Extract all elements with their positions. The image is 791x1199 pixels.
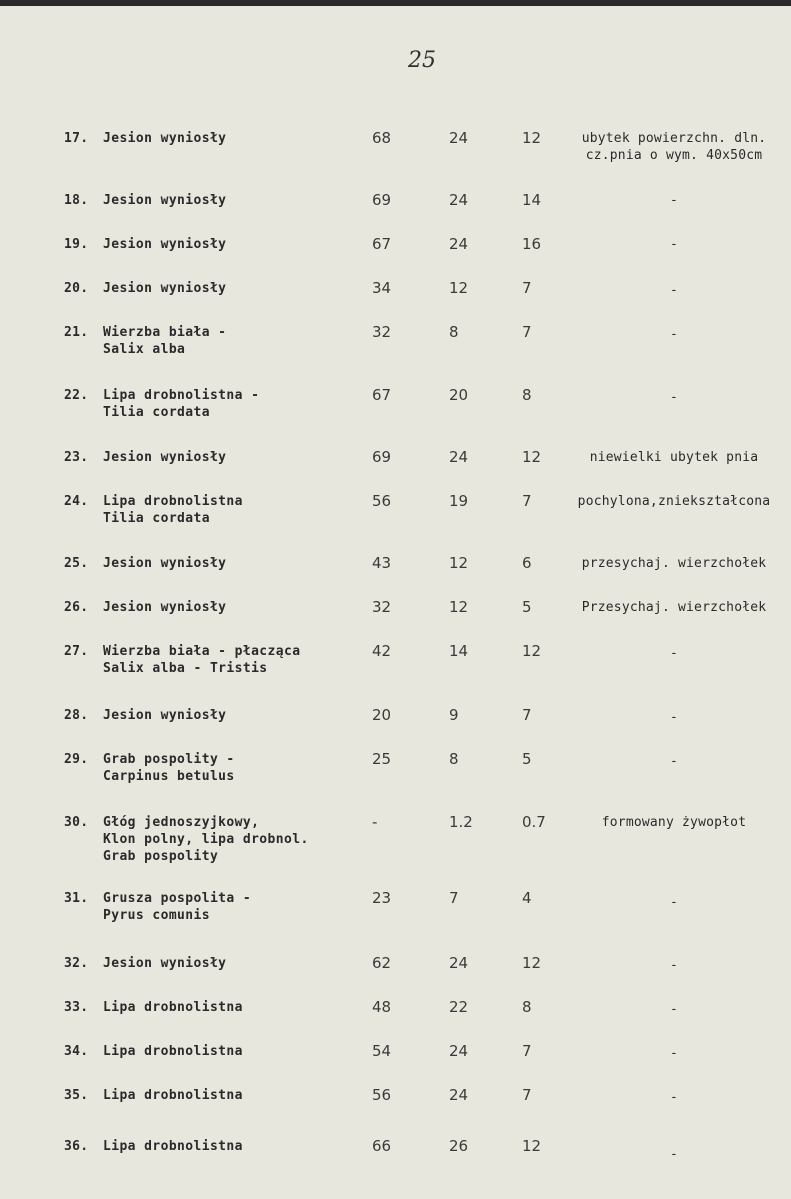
value-column-2: 24: [449, 1042, 469, 1060]
value-column-1: 69: [372, 191, 392, 209]
value-column-2: 24: [449, 235, 469, 253]
value-column-1: 34: [372, 279, 392, 297]
row-number: 26.: [64, 600, 89, 615]
table-row: [0, 643, 791, 703]
species-name-line: Jesion wyniosły: [103, 450, 227, 465]
value-column-3: 5: [522, 750, 532, 768]
value-column-2: 7: [449, 889, 459, 907]
remarks-line: -: [669, 237, 679, 252]
value-column-2: 24: [449, 191, 469, 209]
value-column-1: 56: [372, 1086, 392, 1104]
value-column-3: 8: [522, 386, 532, 404]
remarks-line: pochylona,zniekształcona: [577, 494, 771, 509]
species-name: [103, 130, 353, 147]
value-column-3: 6: [522, 554, 532, 572]
value-column-1: 56: [372, 492, 392, 510]
value-column-2: 8: [449, 323, 459, 341]
species-name-line: Głóg jednoszyjkowy,: [103, 815, 260, 830]
remarks: [560, 709, 788, 726]
remarks-line: -: [669, 390, 679, 405]
remarks: [560, 645, 788, 662]
remarks-line: -: [669, 1002, 679, 1017]
row-number: 19.: [64, 237, 89, 252]
value-column-2: 8: [449, 750, 459, 768]
remarks: [560, 753, 788, 770]
value-column-1: 32: [372, 323, 392, 341]
species-name: [103, 751, 353, 785]
species-name-line: Wierzba biała - płacząca: [103, 644, 301, 659]
species-name-line: Jesion wyniosły: [103, 131, 227, 146]
value-column-3: 0.7: [522, 813, 546, 831]
row-number: 35.: [64, 1088, 89, 1103]
value-column-1: 20: [372, 706, 392, 724]
species-name-line: Wierzba biała -: [103, 325, 227, 340]
table-row: [0, 130, 791, 190]
species-name-line: Jesion wyniosły: [103, 556, 227, 571]
remarks-line: -: [669, 895, 679, 910]
species-name-line: Lipa drobnolistna: [103, 1000, 243, 1015]
value-column-3: 12: [522, 129, 542, 147]
species-name-line: Tilia cordata: [103, 405, 210, 420]
species-name-line: Grusza pospolita -: [103, 891, 252, 906]
value-column-1: 23: [372, 889, 392, 907]
remarks: [560, 493, 788, 510]
species-name-line: Jesion wyniosły: [103, 600, 227, 615]
row-number: 21.: [64, 325, 89, 340]
table-row: [0, 324, 791, 384]
value-column-3: 12: [522, 642, 542, 660]
remarks-line: -: [669, 1090, 679, 1105]
value-column-2: 24: [449, 1086, 469, 1104]
species-name: [103, 1138, 353, 1155]
table-row: [0, 814, 791, 874]
species-name: [103, 1043, 353, 1060]
value-column-3: 7: [522, 1042, 532, 1060]
species-name: [103, 999, 353, 1016]
row-number: 29.: [64, 752, 89, 767]
value-column-1: 67: [372, 386, 392, 404]
value-column-2: 24: [449, 129, 469, 147]
species-name: [103, 324, 353, 358]
remarks: [560, 957, 788, 974]
species-name: [103, 236, 353, 253]
value-column-3: 16: [522, 235, 542, 253]
remarks-line: -: [669, 958, 679, 973]
remarks-line: -: [669, 1147, 679, 1162]
value-column-1: 62: [372, 954, 392, 972]
value-column-1: 42: [372, 642, 392, 660]
species-name-line: Grab pospolity: [103, 849, 219, 864]
value-column-2: 1.2: [449, 813, 473, 831]
remarks: [560, 555, 788, 572]
value-column-3: 7: [522, 492, 532, 510]
value-column-1: 66: [372, 1137, 392, 1155]
row-number: 24.: [64, 494, 89, 509]
remarks: [560, 326, 788, 343]
value-column-3: 12: [522, 1137, 542, 1155]
remarks: [560, 1146, 788, 1163]
table-row: [0, 493, 791, 553]
value-column-2: 14: [449, 642, 469, 660]
value-column-2: 22: [449, 998, 469, 1016]
species-name-line: Lipa drobnolistna: [103, 1044, 243, 1059]
species-name: [103, 890, 353, 924]
value-column-3: 8: [522, 998, 532, 1016]
species-name: [103, 814, 353, 865]
species-name: [103, 555, 353, 572]
remarks-line: -: [669, 1046, 679, 1061]
value-column-3: 12: [522, 448, 542, 466]
remarks-line: formowany żywopłot: [601, 815, 747, 830]
remarks: [560, 894, 788, 911]
row-number: 27.: [64, 644, 89, 659]
species-name: [103, 280, 353, 297]
value-column-2: 12: [449, 279, 469, 297]
value-column-3: 14: [522, 191, 542, 209]
species-name-line: Grab pospolity -: [103, 752, 235, 767]
row-number: 34.: [64, 1044, 89, 1059]
remarks-line: -: [669, 646, 679, 661]
table-row: [0, 1138, 791, 1198]
table-row: [0, 387, 791, 447]
value-column-2: 9: [449, 706, 459, 724]
value-column-3: 7: [522, 706, 532, 724]
table-row: [0, 751, 791, 811]
value-column-2: 19: [449, 492, 469, 510]
species-name: [103, 707, 353, 724]
remarks-line: -: [669, 710, 679, 725]
value-column-3: 4: [522, 889, 532, 907]
value-column-1: 25: [372, 750, 392, 768]
row-number: 31.: [64, 891, 89, 906]
species-name-line: Jesion wyniosły: [103, 708, 227, 723]
species-name-line: Tilia cordata: [103, 511, 210, 526]
row-number: 25.: [64, 556, 89, 571]
value-column-2: 20: [449, 386, 469, 404]
species-name-line: Klon polny, lipa drobnol.: [103, 832, 309, 847]
species-name: [103, 599, 353, 616]
row-number: 33.: [64, 1000, 89, 1015]
species-name-line: Jesion wyniosły: [103, 281, 227, 296]
row-number: 22.: [64, 388, 89, 403]
remarks-line: -: [669, 327, 679, 342]
remarks-line: cz.pnia o wym. 40x50cm: [585, 148, 763, 163]
remarks: [560, 130, 788, 164]
remarks: [560, 599, 788, 616]
value-column-2: 12: [449, 598, 469, 616]
species-name: [103, 643, 353, 677]
value-column-2: 24: [449, 448, 469, 466]
value-column-3: 7: [522, 323, 532, 341]
species-name-line: Jesion wyniosły: [103, 193, 227, 208]
table-row: [0, 890, 791, 950]
row-number: 32.: [64, 956, 89, 971]
row-number: 28.: [64, 708, 89, 723]
species-name: [103, 955, 353, 972]
remarks-line: -: [669, 754, 679, 769]
species-name-line: Carpinus betulus: [103, 769, 235, 784]
remarks-line: Przesychaj. wierzchołek: [581, 600, 767, 615]
remarks-line: -: [669, 193, 679, 208]
page-number: 25: [408, 48, 436, 73]
value-column-1: 68: [372, 129, 392, 147]
value-column-2: 26: [449, 1137, 469, 1155]
value-column-1: 69: [372, 448, 392, 466]
row-number: 30.: [64, 815, 89, 830]
remarks: [560, 1045, 788, 1062]
remarks: [560, 1089, 788, 1106]
remarks: [560, 192, 788, 209]
species-name: [103, 449, 353, 466]
value-column-3: 7: [522, 1086, 532, 1104]
species-name-line: Lipa drobnolistna: [103, 1139, 243, 1154]
value-column-3: 5: [522, 598, 532, 616]
remarks: [560, 389, 788, 406]
row-number: 36.: [64, 1139, 89, 1154]
species-name-line: Lipa drobnolistna: [103, 1088, 243, 1103]
species-name-line: Lipa drobnolistna -: [103, 388, 260, 403]
species-name-line: Salix alba - Tristis: [103, 661, 268, 676]
value-column-2: 12: [449, 554, 469, 572]
value-column-2: 24: [449, 954, 469, 972]
remarks-line: niewielki ubytek pnia: [589, 450, 759, 465]
value-column-1: 32: [372, 598, 392, 616]
value-column-1: -: [372, 813, 378, 831]
species-name-line: Salix alba: [103, 342, 186, 357]
value-column-1: 43: [372, 554, 392, 572]
value-column-3: 7: [522, 279, 532, 297]
value-column-1: 67: [372, 235, 392, 253]
species-name-line: Jesion wyniosły: [103, 956, 227, 971]
value-column-1: 48: [372, 998, 392, 1016]
value-column-3: 12: [522, 954, 542, 972]
row-number: 17.: [64, 131, 89, 146]
remarks-line: przesychaj. wierzchołek: [581, 556, 767, 571]
species-name: [103, 1087, 353, 1104]
remarks-line: ubytek powierzchn. dln.: [581, 131, 767, 146]
remarks-line: -: [669, 283, 679, 298]
remarks: [560, 236, 788, 253]
row-number: 20.: [64, 281, 89, 296]
remarks: [560, 1001, 788, 1018]
row-number: 23.: [64, 450, 89, 465]
species-name-line: Jesion wyniosły: [103, 237, 227, 252]
value-column-1: 54: [372, 1042, 392, 1060]
species-name-line: Lipa drobnolistna: [103, 494, 243, 509]
document-page: [0, 6, 791, 1199]
species-name: [103, 192, 353, 209]
species-name-line: Pyrus comunis: [103, 908, 210, 923]
remarks: [560, 449, 788, 466]
species-name: [103, 493, 353, 527]
species-name: [103, 387, 353, 421]
remarks: [560, 814, 788, 831]
row-number: 18.: [64, 193, 89, 208]
remarks: [560, 282, 788, 299]
